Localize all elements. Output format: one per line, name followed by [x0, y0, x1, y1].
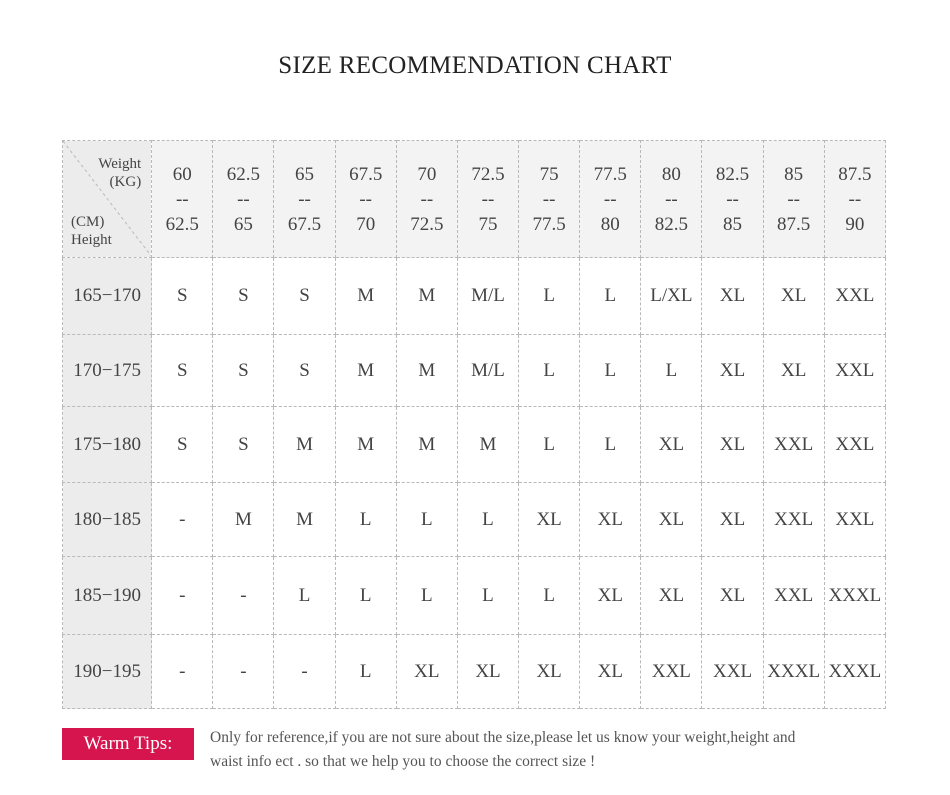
weight-range-to: 80: [600, 213, 620, 235]
size-cell: XL: [457, 635, 518, 709]
weight-range-to: 72.5: [410, 213, 444, 235]
size-cell: M: [396, 258, 457, 335]
weight-range-from: 80: [661, 163, 681, 185]
size-cell: S: [213, 258, 274, 335]
size-cell: XXXL: [763, 635, 824, 709]
size-cell: XXXL: [824, 635, 885, 709]
size-cell: XL: [641, 483, 702, 557]
weight-range-header: [152, 141, 213, 258]
size-cell: M/L: [457, 335, 518, 407]
header-row: [63, 141, 886, 258]
size-cell: XL: [519, 483, 580, 557]
size-cell: L: [335, 557, 396, 635]
weight-range-header: [641, 141, 702, 258]
size-cell: L: [580, 407, 641, 483]
weight-range-header: [274, 141, 335, 258]
height-label: Height: [71, 232, 112, 248]
height-unit: (CM): [71, 214, 105, 230]
size-cell: S: [152, 335, 213, 407]
size-cell: L/XL: [641, 258, 702, 335]
weight-range-header: [763, 141, 824, 258]
weight-range-to: 65: [233, 213, 253, 235]
size-cell: L: [519, 335, 580, 407]
weight-range-from: 70: [417, 163, 437, 185]
weight-range-sep: --: [420, 188, 434, 210]
size-row: [63, 407, 886, 483]
size-cell: XL: [396, 635, 457, 709]
weight-range-to: 82.5: [654, 213, 689, 235]
weight-range-from: 67.5: [349, 163, 383, 185]
size-cell: L: [519, 557, 580, 635]
warm-tips-badge: Warm Tips:: [62, 728, 194, 760]
weight-range-sep: --: [481, 188, 495, 210]
size-cell: -: [152, 483, 213, 557]
size-cell: S: [274, 258, 335, 335]
size-cell: XXL: [641, 635, 702, 709]
size-cell: XXL: [763, 407, 824, 483]
weight-range-from: 77.5: [593, 163, 627, 185]
tips-line-2: waist info ect . so that we help you to choose the correct size !: [210, 753, 596, 770]
size-cell: M: [457, 407, 518, 483]
height-range-cell: 180−185: [63, 483, 152, 557]
size-cell: -: [152, 635, 213, 709]
weight-range-from: 75: [539, 163, 559, 185]
size-cell: XXL: [702, 635, 763, 709]
size-cell: XL: [763, 258, 824, 335]
weight-range-from: 65: [295, 163, 315, 185]
size-cell: M: [335, 335, 396, 407]
weight-range-from: 60: [172, 163, 192, 185]
size-cell: XL: [702, 483, 763, 557]
weight-axis-label: [98, 155, 141, 191]
size-row: [63, 557, 886, 635]
page-title: SIZE RECOMMENDATION CHART: [278, 52, 672, 79]
weight-range-from: 87.5: [838, 163, 872, 185]
weight-range-sep: --: [175, 188, 189, 210]
size-cell: S: [213, 407, 274, 483]
size-cell: M: [213, 483, 274, 557]
height-range-cell: 170−175: [63, 335, 152, 407]
weight-label: Weight: [98, 156, 142, 172]
size-cell: L: [396, 483, 457, 557]
size-cell: XL: [580, 483, 641, 557]
weight-range-sep: --: [665, 188, 678, 210]
size-cell: XXL: [763, 483, 824, 557]
weight-range-sep: --: [359, 188, 373, 210]
size-row: [63, 635, 886, 709]
weight-range-from: 82.5: [715, 163, 750, 185]
size-cell: M: [335, 407, 396, 483]
weight-range-to: 70: [356, 213, 376, 235]
size-cell: XL: [641, 557, 702, 635]
weight-range-sep: --: [787, 188, 800, 210]
size-cell: L: [519, 258, 580, 335]
size-cell: M: [396, 335, 457, 407]
size-cell: S: [274, 335, 335, 407]
weight-range-header: [580, 141, 641, 258]
size-cell: XXL: [763, 557, 824, 635]
size-cell: S: [152, 407, 213, 483]
weight-range-sep: --: [542, 188, 556, 210]
weight-range-to: 77.5: [532, 213, 566, 235]
size-cell: XXL: [824, 335, 885, 407]
warm-tips-text: [210, 726, 900, 774]
weight-range-header: [519, 141, 580, 258]
weight-range-header: [457, 141, 518, 258]
size-cell: XL: [641, 407, 702, 483]
height-range-cell: 165−170: [63, 258, 152, 335]
size-cell: S: [213, 335, 274, 407]
size-cell: XXL: [824, 483, 885, 557]
weight-range-header: [213, 141, 274, 258]
size-cell: XL: [702, 407, 763, 483]
size-cell: XL: [580, 635, 641, 709]
weight-range-header: [335, 141, 396, 258]
size-cell: M/L: [457, 258, 518, 335]
weight-range-to: 90: [845, 213, 865, 235]
size-cell: -: [274, 635, 335, 709]
weight-range-to: 87.5: [777, 213, 811, 235]
weight-range-from: 62.5: [226, 163, 261, 185]
weight-range-sep: --: [726, 188, 739, 210]
size-row: [63, 335, 886, 407]
size-cell: XL: [702, 335, 763, 407]
size-cell: -: [213, 635, 274, 709]
size-cell: L: [457, 483, 518, 557]
size-cell: XL: [702, 557, 763, 635]
size-cell: L: [274, 557, 335, 635]
size-cell: M: [274, 407, 335, 483]
weight-range-sep: --: [603, 188, 617, 210]
size-cell: XXL: [824, 258, 885, 335]
weight-range-sep: --: [298, 188, 311, 210]
weight-range-to: 67.5: [287, 213, 322, 235]
size-cell: XXXL: [824, 557, 885, 635]
height-range-cell: 185−190: [63, 557, 152, 635]
size-cell: L: [396, 557, 457, 635]
size-row: [63, 258, 886, 335]
size-cell: L: [519, 407, 580, 483]
corner-cell: [63, 141, 152, 258]
weight-range-sep: --: [237, 188, 250, 210]
size-cell: XL: [702, 258, 763, 335]
weight-range-to: 85: [723, 213, 743, 235]
size-cell: XXL: [824, 407, 885, 483]
tips-line-1: Only for reference,if you are not sure about the size,please let us know your weight,height and: [210, 729, 796, 746]
weight-range-to: 75: [478, 213, 498, 235]
weight-range-sep: --: [848, 188, 862, 210]
height-range-cell: 175−180: [63, 407, 152, 483]
height-range-cell: 190−195: [63, 635, 152, 709]
size-cell: -: [213, 557, 274, 635]
size-cell: XL: [580, 557, 641, 635]
size-cell: -: [152, 557, 213, 635]
weight-range-to: 62.5: [165, 213, 199, 235]
size-chart-table: [62, 140, 886, 709]
size-cell: L: [580, 258, 641, 335]
size-cell: L: [641, 335, 702, 407]
size-cell: L: [457, 557, 518, 635]
weight-range-header: [396, 141, 457, 258]
weight-range-from: 72.5: [471, 163, 505, 185]
size-row: [63, 483, 886, 557]
size-cell: XL: [763, 335, 824, 407]
weight-unit: (KG): [109, 174, 142, 190]
height-axis-label: [71, 213, 112, 249]
size-cell: L: [335, 635, 396, 709]
size-cell: XL: [519, 635, 580, 709]
size-cell: M: [335, 258, 396, 335]
size-cell: M: [274, 483, 335, 557]
size-cell: S: [152, 258, 213, 335]
size-cell: L: [580, 335, 641, 407]
weight-range-header: [824, 141, 885, 258]
weight-range-from: 85: [784, 163, 804, 185]
weight-range-header: [702, 141, 763, 258]
size-cell: M: [396, 407, 457, 483]
size-cell: L: [335, 483, 396, 557]
